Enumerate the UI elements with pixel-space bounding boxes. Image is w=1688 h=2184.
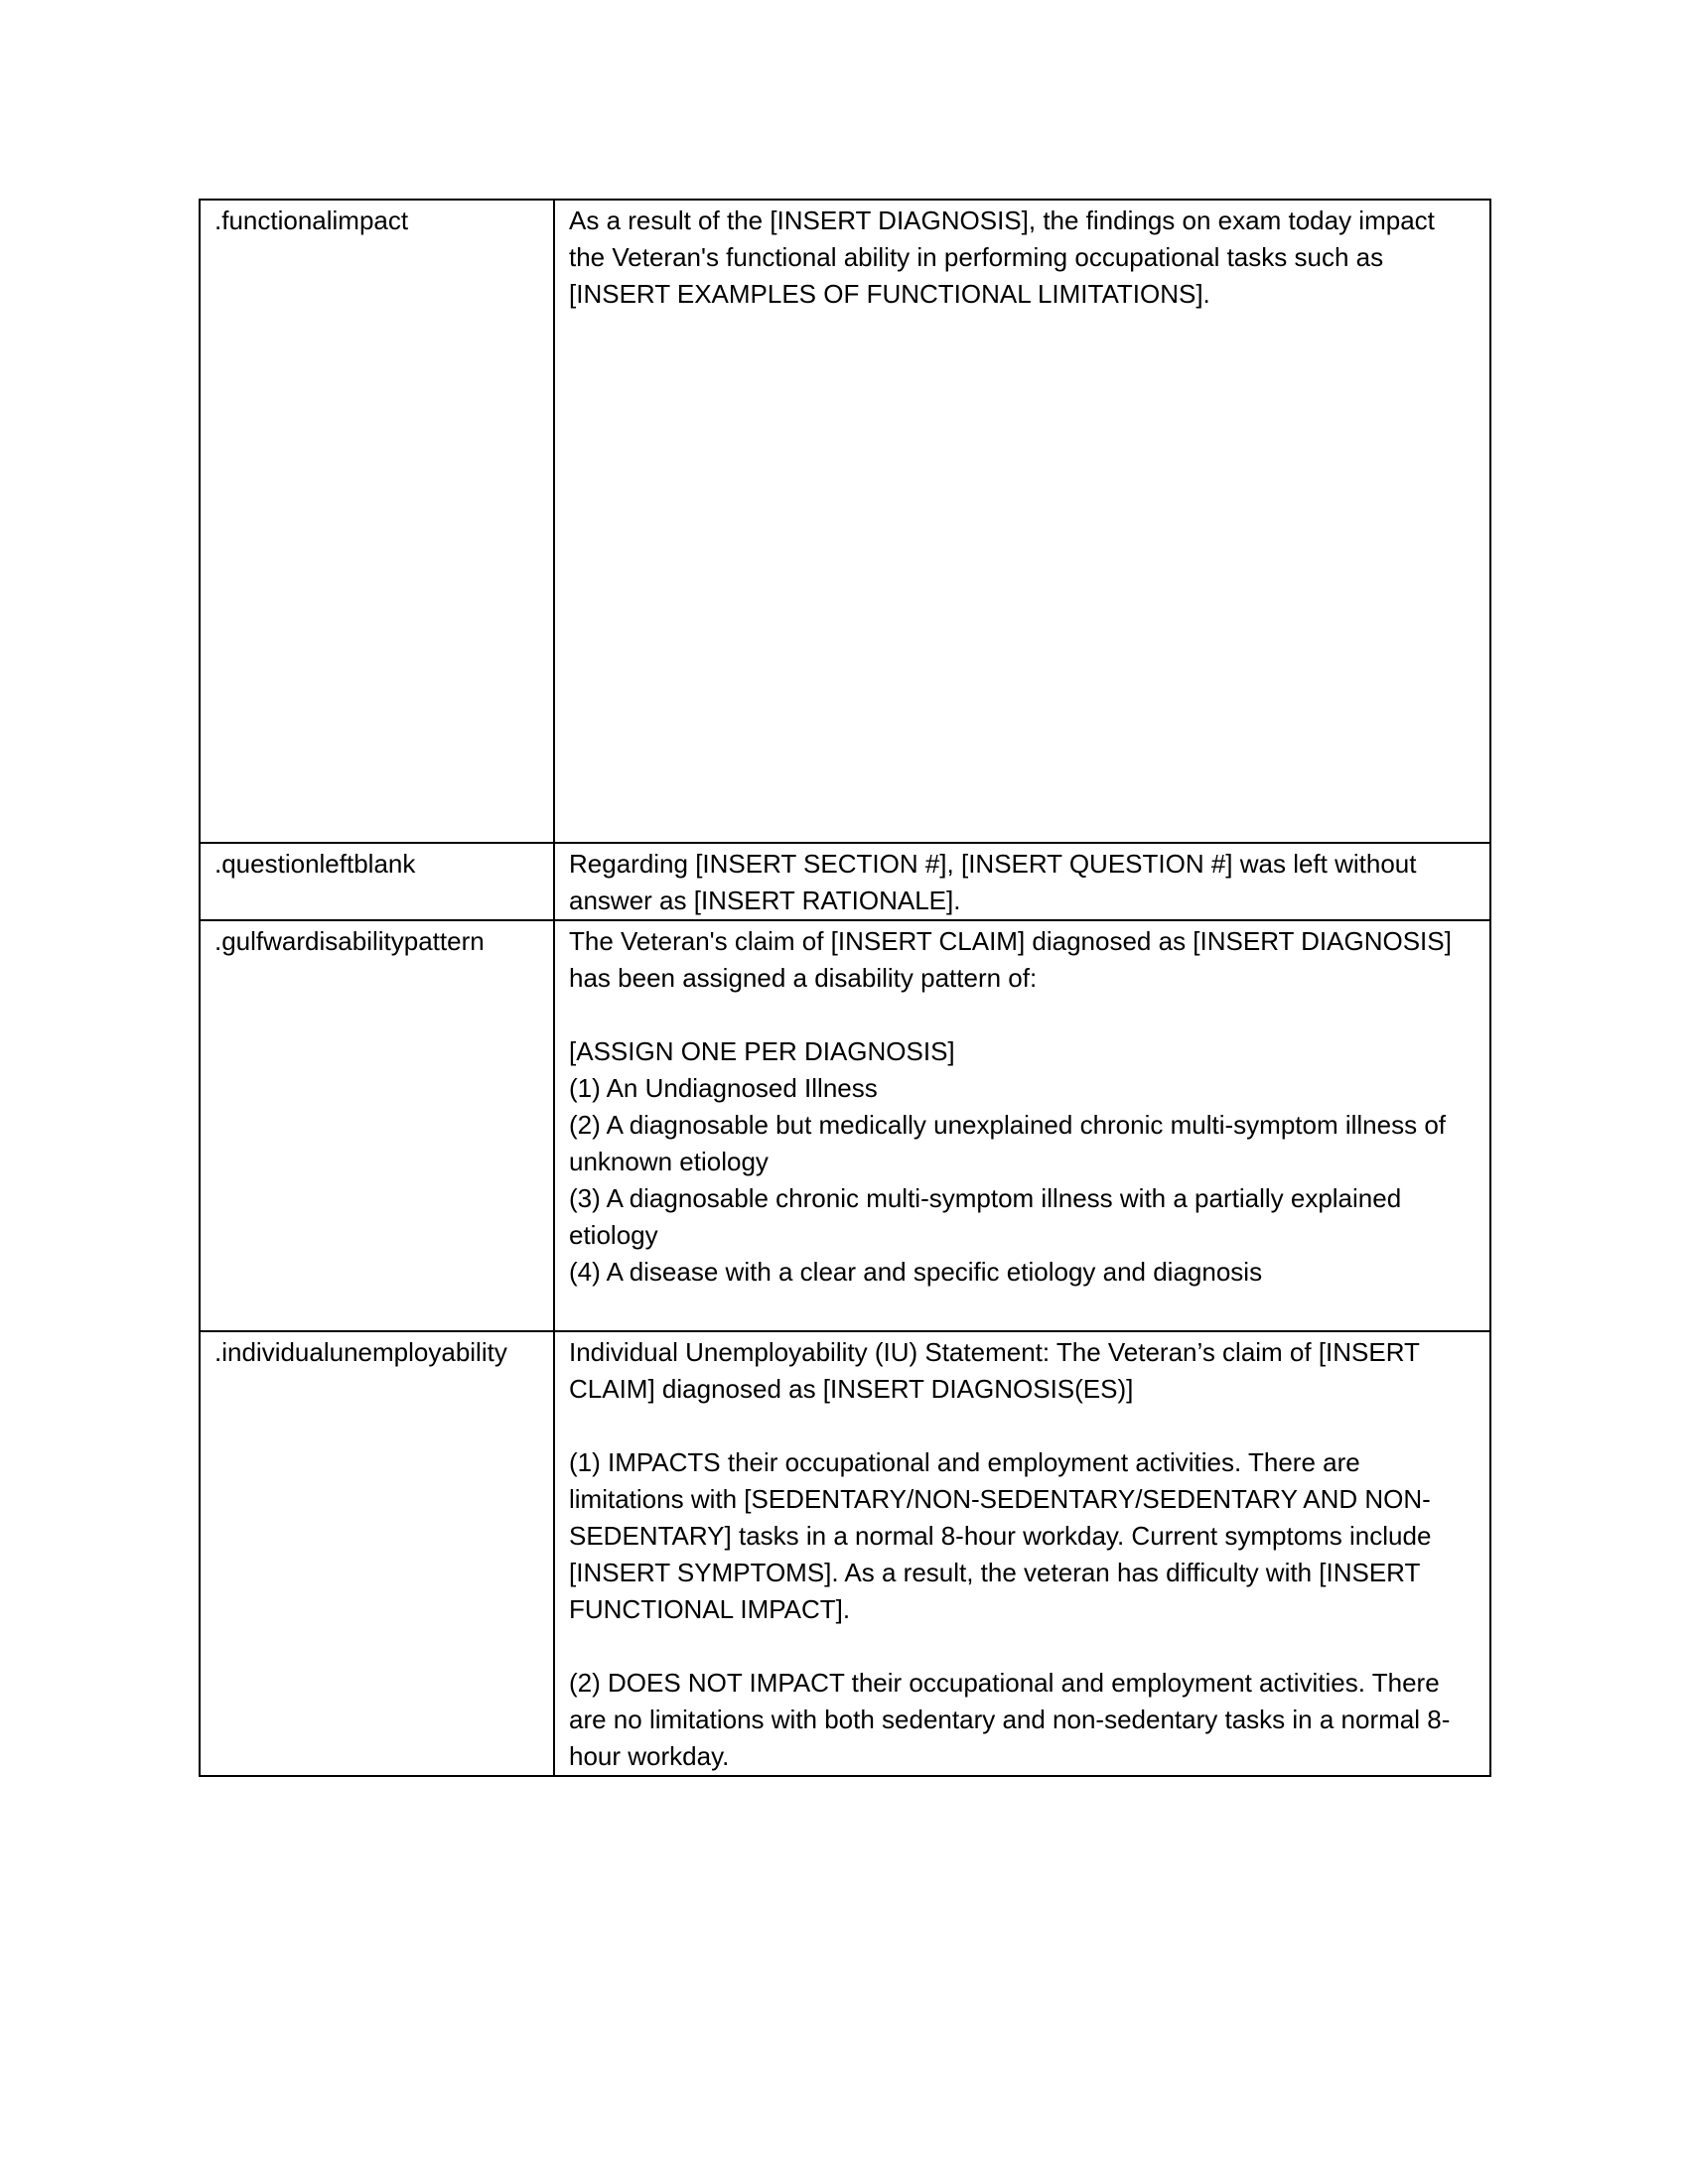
gulf-war-heading: [ASSIGN ONE PER DIAGNOSIS] <box>569 1036 955 1066</box>
table-row <box>200 200 1490 843</box>
snippet-text <box>554 200 1490 843</box>
snippet-text <box>554 920 1490 1331</box>
pattern-option: (2) A diagnosable but medically unexplained chronic multi-symptom illness of unknown etiology <box>569 1110 1446 1176</box>
paragraph-gap <box>569 1408 1476 1444</box>
text-snippet-table <box>199 199 1491 1777</box>
paragraph-gap <box>569 997 1476 1033</box>
paragraph-gap <box>569 1628 1476 1665</box>
snippet-text <box>554 1331 1490 1776</box>
snippet-key: .functionalimpact <box>200 200 554 843</box>
table-row <box>200 920 1490 1331</box>
question-left-blank-text: Regarding [INSERT SECTION #], [INSERT QUESTION #] was left without answer as [INSERT RATIONALE]. <box>569 849 1417 915</box>
table-row <box>200 843 1490 920</box>
snippet-key: .gulfwardisabilitypattern <box>200 920 554 1331</box>
pattern-option: (1) An Undiagnosed Illness <box>569 1073 878 1103</box>
snippet-key: .individualunemployability <box>200 1331 554 1776</box>
table-row <box>200 1331 1490 1776</box>
pattern-option: (3) A diagnosable chronic multi-symptom illness with a partially explained etiology <box>569 1183 1402 1250</box>
functional-impact-text: As a result of the [INSERT DIAGNOSIS], the findings on exam today impact the Veteran's functional ability in performing occupational tasks such as [INSERT EXAMPLES OF FUNCTIONAL LIMITATIONS]. <box>569 205 1435 309</box>
snippet-text <box>554 843 1490 920</box>
gulf-war-intro: The Veteran's claim of [INSERT CLAIM] diagnosed as [INSERT DIAGNOSIS] has been assigned a disability pattern of: <box>569 926 1452 993</box>
iu-option-does-not-impact: (2) DOES NOT IMPACT their occupational and employment activities. There are no limitations with both sedentary and non-sedentary tasks in a normal 8-hour workday. <box>569 1668 1451 1771</box>
iu-intro: Individual Unemployability (IU) Statement: The Veteran’s claim of [INSERT CLAIM] diagnosed as [INSERT DIAGNOSIS(ES)] <box>569 1337 1420 1404</box>
snippet-key: .questionleftblank <box>200 843 554 920</box>
iu-option-impacts: (1) IMPACTS their occupational and employment activities. There are limitations with [SEDENTARY/NON-SEDENTARY/SEDENTARY AND NON-SEDENTARY] tasks in a normal 8-hour workday. Current symptoms include [INSERT SYMPTOMS]. As a result, the veteran has difficulty with [INSERT FUNCTIONAL IMPACT]. <box>569 1447 1432 1624</box>
pattern-option: (4) A disease with a clear and specific etiology and diagnosis <box>569 1257 1263 1287</box>
